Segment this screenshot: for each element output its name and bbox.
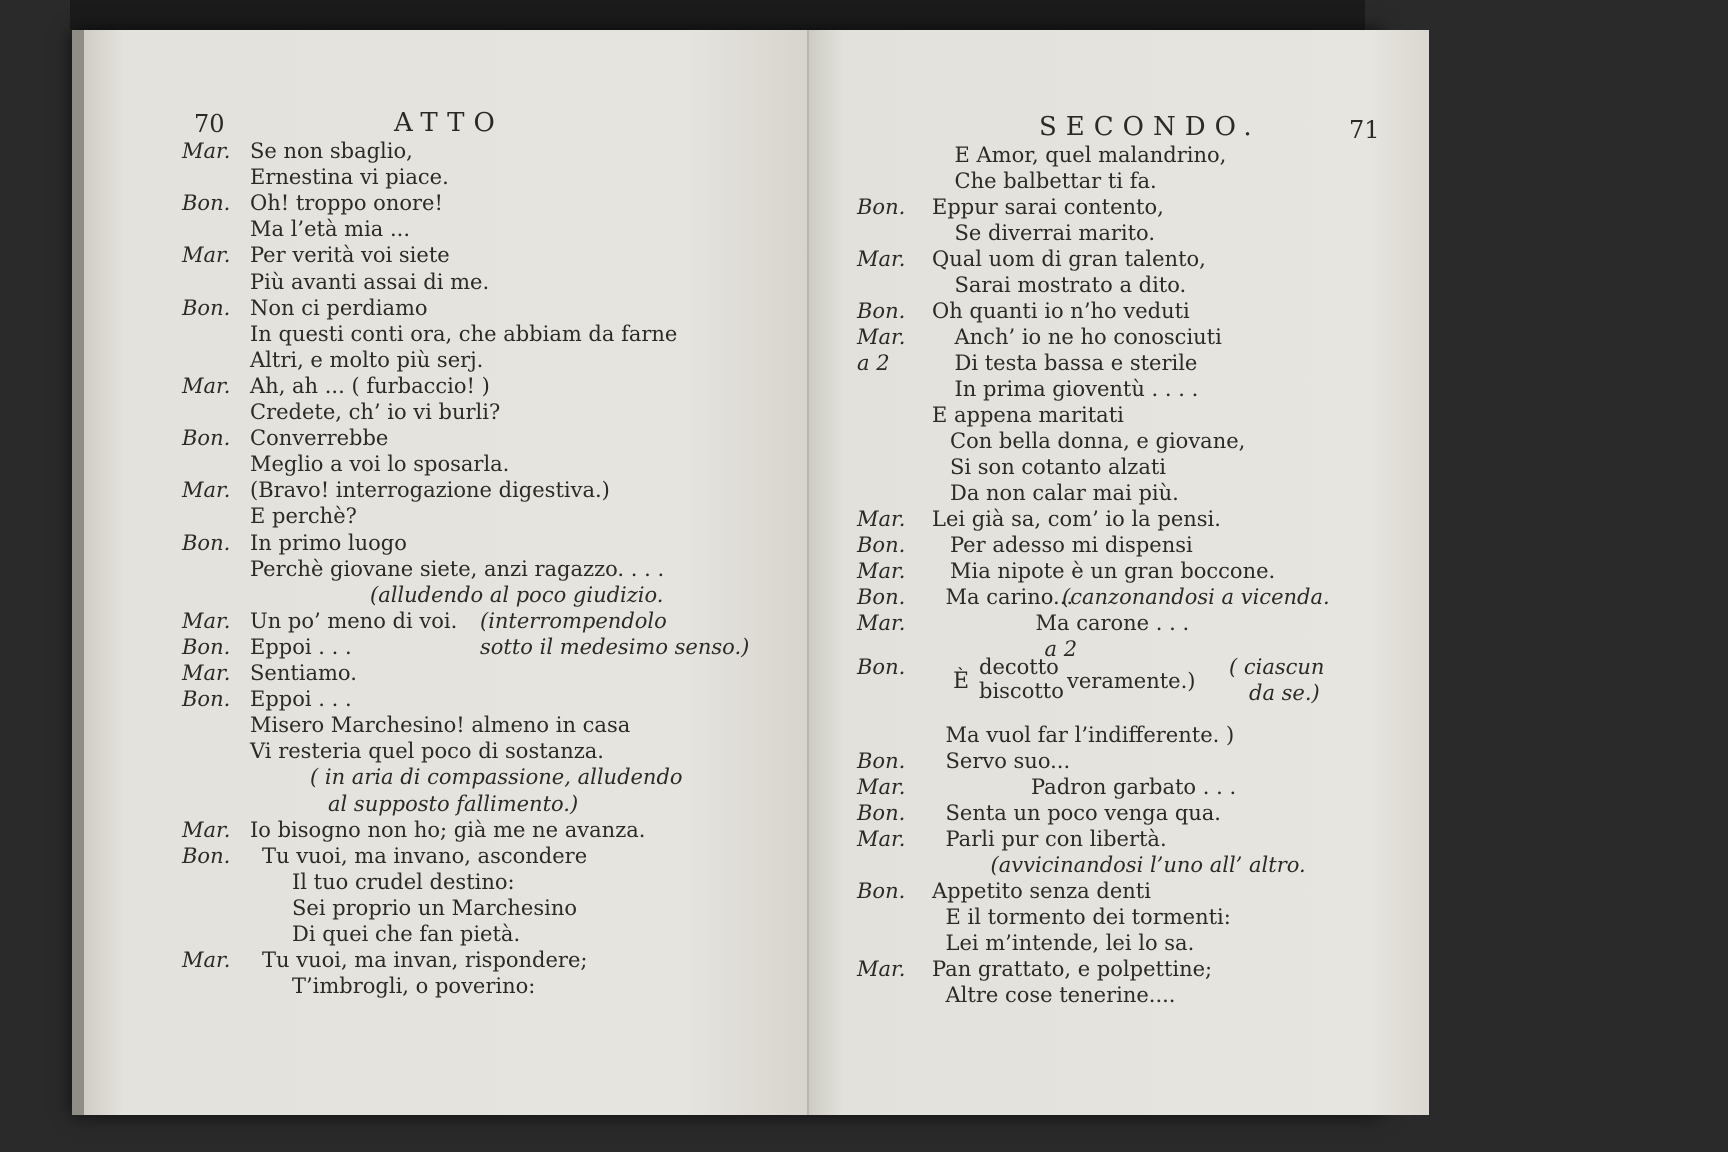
text-line — [857, 904, 1417, 930]
speaker-label: Mar. — [857, 827, 906, 851]
e-letter: È — [953, 669, 970, 694]
text-line — [857, 956, 1417, 982]
text-line — [182, 764, 782, 790]
running-head-right: SECONDO. — [1039, 112, 1261, 142]
text-line — [182, 608, 782, 634]
text-line — [857, 220, 1417, 246]
line-text: Ma l’età mia ... — [250, 217, 411, 242]
speaker-label: Mar. — [857, 247, 906, 271]
text-line — [182, 634, 782, 660]
text-line — [182, 530, 782, 556]
speaker-label: Bon. — [857, 801, 906, 825]
text-line — [857, 350, 1417, 376]
line-text: In questi conti ora, che abbiam da farne — [250, 321, 678, 346]
text-line — [182, 660, 782, 686]
text-line — [182, 399, 782, 425]
text-line — [182, 477, 782, 503]
line-text: Ma vuol far l’indifferente. ) — [945, 723, 1235, 747]
text-line — [182, 712, 782, 738]
line-text: Lei m’intende, lei lo sa. — [945, 931, 1195, 955]
text-line — [857, 246, 1417, 272]
text-line — [182, 895, 782, 921]
aside-top: ( ciascun — [1229, 655, 1325, 679]
text-line — [857, 878, 1417, 904]
line-text: a 2 — [1044, 637, 1078, 661]
line-text: Eppoi . . . — [250, 634, 352, 659]
line-text: Ma carone . . . — [1035, 611, 1190, 635]
stage-direction: (canzonandosi a vicenda. — [1062, 585, 1330, 609]
text-line — [182, 556, 782, 582]
line-text: Per adesso mi dispensi — [950, 533, 1193, 557]
speaker-label: a 2 — [857, 351, 890, 375]
text-line — [182, 347, 782, 373]
text-line — [857, 610, 1417, 636]
speaker-label: Bon. — [857, 879, 906, 903]
text-line — [857, 800, 1417, 826]
text-line — [857, 402, 1417, 428]
line-text: E il tormento dei tormenti: — [945, 905, 1231, 929]
speaker-label: Mar. — [857, 957, 906, 981]
text-line — [857, 272, 1417, 298]
line-text: al supposto fallimento.) — [328, 791, 579, 816]
text-line — [182, 582, 782, 608]
line-text: Anch’ io ne ho conosciuti — [954, 325, 1222, 349]
text-line — [857, 636, 1417, 662]
line-text: Un po’ meno di voi. — [250, 608, 458, 633]
text-line — [857, 506, 1417, 532]
speaker-label: Mar. — [182, 373, 231, 398]
text-line — [182, 425, 782, 451]
text-line — [182, 947, 782, 973]
line-text: Misero Marchesino! almeno in casa — [250, 713, 631, 738]
line-text: Con bella donna, e giovane, — [950, 429, 1246, 453]
text-line — [857, 774, 1417, 800]
text-line — [857, 722, 1417, 748]
line-text: (Bravo! interrogazione digestiva.) — [250, 478, 610, 503]
line-text: Senta un poco venga qua. — [945, 801, 1221, 825]
line-text: Vi resteria quel poco di sostanza. — [250, 739, 604, 764]
text-line — [182, 869, 782, 895]
text-line — [182, 164, 782, 190]
speaker-label: Bon. — [857, 749, 906, 773]
line-text: Mia nipote è un gran boccone. — [950, 559, 1276, 583]
line-text: Non ci perdiamo — [250, 295, 428, 320]
text-line — [857, 532, 1417, 558]
line-text: Tu vuoi, ma invano, ascondere — [262, 843, 588, 868]
open-book — [72, 30, 1382, 1115]
line-text: Ma carino... — [945, 585, 1074, 609]
mid-word: veramente.) — [1067, 669, 1196, 693]
line-text: Padron garbato . . . — [1031, 775, 1237, 799]
line-text: Che balbettar ti fa. — [954, 169, 1157, 193]
line-text: Meglio a voi lo sposarla. — [250, 452, 510, 477]
page-number-right: 71 — [1349, 116, 1380, 144]
text-line — [857, 930, 1417, 956]
speaker-label: Mar. — [182, 661, 231, 685]
line-text: Il tuo crudel destino: — [292, 869, 515, 894]
text-line — [857, 748, 1417, 774]
speaker-label: Mar. — [182, 817, 231, 842]
speaker-label: Bon. — [182, 295, 231, 320]
line-text: Si son cotanto alzati — [950, 455, 1167, 479]
stage-direction: sotto il medesimo senso.) — [480, 634, 750, 659]
line-text: Sentiamo. — [250, 661, 357, 685]
text-line — [182, 738, 782, 764]
line-text: In prima gioventù . . . . — [954, 377, 1199, 401]
line-text: Qual uom di gran talento, — [932, 247, 1206, 271]
line-text: Sarai mostrato a dito. — [954, 273, 1187, 297]
text-line — [857, 298, 1417, 324]
line-text: Io bisogno non ho; già me ne avanza. — [250, 817, 646, 842]
line-text: In primo luogo — [250, 530, 407, 555]
text-line — [182, 216, 782, 242]
line-text: Di testa bassa e sterile — [954, 351, 1198, 375]
stage-direction: (interrompendolo — [480, 608, 667, 633]
text-line — [857, 428, 1417, 454]
text-line — [182, 451, 782, 477]
text-line — [182, 138, 782, 164]
speaker-label: Bon. — [182, 843, 231, 868]
line-text: Per verità voi siete — [250, 243, 450, 268]
speaker-label: Mar. — [857, 559, 906, 583]
speaker-label: Mar. — [182, 608, 231, 633]
text-line — [182, 817, 782, 843]
text-line — [857, 982, 1417, 1008]
speaker-label: Mar. — [182, 139, 231, 163]
text-line — [182, 373, 782, 399]
line-text: ( in aria di compassione, alludendo — [310, 765, 683, 790]
line-text: Eppoi . . . — [250, 687, 352, 712]
line-text: Eppur sarai contento, — [932, 195, 1164, 219]
line-text: Parli pur con libertà. — [945, 827, 1167, 851]
text-line — [857, 376, 1417, 402]
dark-background — [70, 0, 1365, 30]
text-line — [857, 324, 1417, 350]
speaker-label: Bon. — [182, 191, 231, 216]
speaker-label: Bon. — [857, 299, 906, 323]
speaker-label: Mar. — [857, 775, 906, 799]
speaker-label: Mar. — [857, 325, 906, 349]
text-line — [857, 558, 1417, 584]
aside-bottom: da se.) — [1249, 681, 1320, 705]
page-number-left: 70 — [194, 110, 225, 138]
line-text: (alludendo al poco giudizio. — [370, 582, 664, 607]
text-line — [857, 852, 1417, 878]
line-text: Servo suo... — [945, 749, 1071, 773]
line-text: T’imbrogli, o poverino: — [292, 974, 536, 999]
right-page — [809, 30, 1429, 1115]
text-line — [182, 503, 782, 529]
line-text: Converrebbe — [250, 426, 389, 451]
speaker-label: Bon. — [182, 634, 231, 659]
line-text: Se diverrai marito. — [954, 221, 1156, 245]
text-line — [857, 826, 1417, 852]
text-line — [857, 480, 1417, 506]
line-text: Pan grattato, e polpettine; — [932, 957, 1213, 981]
line-text: Oh quanti io n’ho veduti — [932, 299, 1190, 323]
text-line — [857, 584, 1417, 610]
line-text: Da non calar mai più. — [950, 481, 1179, 505]
text-line — [182, 686, 782, 712]
speaker-label: Mar. — [182, 478, 231, 503]
line-text: (avvicinandosi l’uno all’ altro. — [990, 853, 1306, 877]
line-text: Più avanti assai di me. — [250, 269, 490, 294]
line-text: E perchè? — [250, 504, 357, 529]
word-bottom: biscotto — [979, 679, 1064, 703]
line-text: Ernestina vi piace. — [250, 165, 449, 190]
line-text: Sei proprio un Marchesino — [292, 895, 578, 920]
text-line — [182, 791, 782, 817]
left-page — [84, 30, 809, 1115]
text-line — [182, 242, 782, 268]
speaker-label: Mar. — [182, 243, 231, 268]
text-line — [857, 194, 1417, 220]
speaker-label: Bon. — [857, 533, 906, 557]
text-line — [857, 168, 1417, 194]
text-line — [182, 321, 782, 347]
line-text: Altre cose tenerine.... — [945, 983, 1176, 1007]
speaker-label: Bon. — [182, 530, 231, 555]
line-text: E Amor, quel malandrino, — [954, 143, 1227, 167]
line-text: E appena maritati — [932, 403, 1124, 427]
speaker-label: Bon. — [182, 687, 231, 712]
speaker-label: Mar. — [857, 507, 906, 531]
text-line — [182, 973, 782, 999]
speaker-label: Mar. — [182, 948, 231, 973]
line-text: Tu vuoi, ma invan, rispondere; — [262, 948, 588, 973]
text-line — [857, 142, 1417, 168]
text-line — [182, 190, 782, 216]
speaker-label: Bon. — [857, 585, 906, 609]
line-text: Perchè giovane siete, anzi ragazzo. . . . — [250, 556, 665, 581]
text-line — [857, 454, 1417, 480]
speaker-label: Bon. — [857, 195, 906, 219]
speaker-label: Bon. — [182, 426, 231, 451]
line-text: Se non sbaglio, — [250, 139, 413, 163]
text-line — [182, 269, 782, 295]
word-top: decotto — [979, 655, 1059, 679]
line-text: Altri, e molto più serj. — [250, 347, 484, 372]
speaker-label: Mar. — [857, 611, 906, 635]
line-text: Appetito senza denti — [932, 879, 1151, 903]
running-head-left: ATTO — [394, 108, 504, 138]
line-text: Di quei che fan pietà. — [292, 922, 521, 946]
text-line — [182, 921, 782, 947]
text-line — [182, 843, 782, 869]
line-text: Ah, ah ... ( furbaccio! ) — [250, 373, 490, 398]
text-line — [182, 295, 782, 321]
speaker-label: Bon. — [857, 655, 906, 679]
line-text: Lei già sa, com’ io la pensi. — [932, 507, 1221, 531]
line-text: Credete, ch’ io vi burli? — [250, 400, 501, 424]
line-text: Oh! troppo onore! — [250, 191, 443, 216]
